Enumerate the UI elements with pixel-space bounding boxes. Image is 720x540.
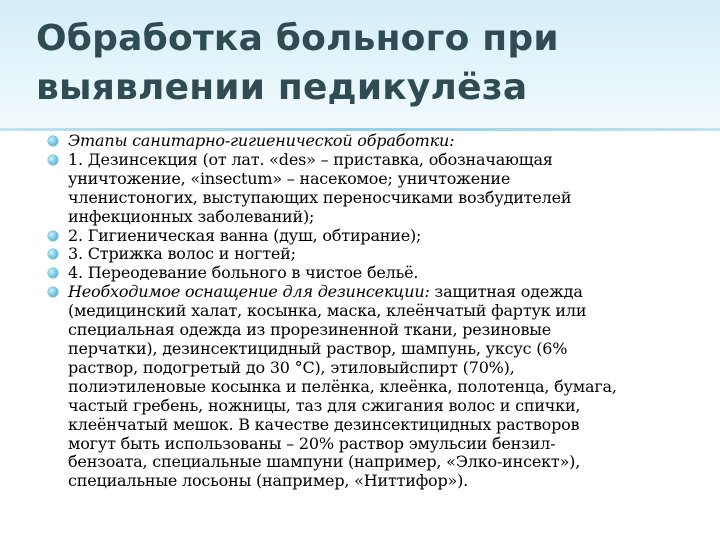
circle-bullet-icon — [48, 287, 58, 297]
item-line: 1. Дезинсекция (от лат. «des» – приставка, обозначающая — [68, 149, 553, 169]
item-line: раствор, подогретый до 30 °С), этиловыйспирт (70%), — [68, 357, 515, 377]
slide-title — [36, 14, 696, 112]
item-line: полиэтиленовые косынка и пелёнка, клеёнка, полотенца, бумага, — [68, 376, 617, 396]
item-line: бензоата, специальные шампуни (например, «Элко-инсект»), — [68, 452, 581, 472]
title-line-1: Обработка больного при — [36, 18, 559, 59]
item-line: перчатки), дезинсектицидный раствор, шампунь, уксус (6% — [68, 338, 568, 358]
circle-bullet-icon — [48, 268, 58, 278]
stages-heading: Этапы санитарно-гигиенической обработки: — [68, 131, 455, 150]
circle-bullet-icon — [48, 136, 58, 146]
list-item-stages — [48, 132, 708, 151]
item-line: 3. Стрижка волос и ногтей; — [68, 244, 296, 264]
list-item-equipment — [48, 283, 708, 491]
item-line: клеёнчатый мешок. В качестве дезинсектицидных растворов — [68, 414, 580, 434]
item-line: (медицинский халат, косынка, маска, клеёнчатый фартук или — [68, 301, 587, 321]
item-line: членистоногих, выступающих переносчиками возбудителей — [68, 187, 572, 207]
item-line: 2. Гигиеническая ванна (душ, обтирание); — [68, 225, 422, 245]
title-line-2: выявлении педикулёза — [36, 67, 528, 108]
circle-bullet-icon — [48, 231, 58, 241]
list-item-haircut — [48, 245, 708, 264]
item-line: инфекционных заболеваний); — [68, 206, 315, 226]
item-line: частый гребень, ножницы, таз для сжигания волос и спички, — [68, 395, 581, 415]
item-line: могут быть использованы – 20% раствор эмульсии бензил- — [68, 433, 556, 453]
circle-bullet-icon — [48, 249, 58, 259]
list-item-change-linen — [48, 264, 708, 283]
item-line: специальные лосьоны (например, «Ниттифор»). — [68, 471, 469, 491]
item-line: специальная одежда из прорезиненной ткани, резиновые — [68, 320, 552, 340]
item-line: уничтожение, «insectum» – насекомое; уничтожение — [68, 168, 511, 188]
bullet-list — [48, 132, 708, 491]
list-item-disinsection — [48, 151, 708, 227]
equipment-lead: Необходимое оснащение для дезинсекции: — [68, 282, 430, 302]
item-line: защитная одежда — [429, 282, 583, 302]
circle-bullet-icon — [48, 155, 58, 165]
item-line: 4. Переодевание больного в чистое бельё. — [68, 263, 419, 283]
list-item-bath — [48, 227, 708, 246]
